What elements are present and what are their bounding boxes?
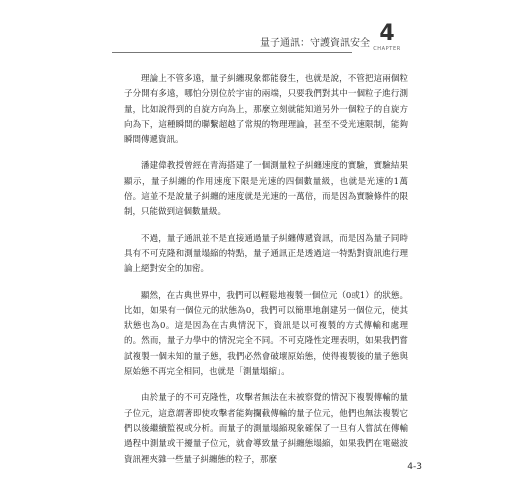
body-text (124, 72, 408, 479)
running-header (0, 22, 520, 62)
paragraph: 由於量子的不可克隆性，攻擊者無法在未被察覺的情況下複製傳輸的量子位元，這意謂著即使攻擊者能夠攔截傳輸的量子位元，他們也無法複製它們以後繼續監視或分析。而量子的測量塌縮現象確保了一旦有人嘗試在傳輸過程中測量或干擾量子位元，就會導致量子糾纏態塌縮，如果我們在電磁波資訊裡夾雜一些量子糾纏態的粒子，那麼 (124, 393, 408, 465)
chapter-title: 量子通訊：守護資訊安全 (260, 38, 370, 49)
paragraph: 理論上不管多遠，量子糾纏現象都能發生，也就是說，不管把這兩個粒子分開有多遠，哪怕分別位於宇宙的兩端，只要我們對其中一個粒子進行測量，比如說得到的自旋方向為上，那麼立刻就能知道另外一個粒子的自旋方向為下，這種瞬間的聯繫超越了常規的物理理論，甚至不受光速限制，能夠瞬間傳遞資訊。 (124, 74, 408, 146)
chapter-label: CHAPTER (373, 46, 401, 52)
paragraph: 潘建偉教授曾經在青海搭建了一個測量粒子糾纏速度的實驗，實驗結果顯示，量子糾纏的作用速度下限是光速的四個數量級，也就是光速的1萬倍。這並不是說量子糾纏的速度就是光速的一萬倍，而是因為實驗條件的限制，只能做到這個數量級。 (124, 161, 408, 218)
chapter-marker (372, 22, 402, 52)
chapter-number: 4 (379, 21, 395, 46)
page-number: 4-3 (407, 462, 422, 472)
paragraph: 不過，量子通訊並不是直接通過量子糾纏傳遞資訊，而是因為量子同時具有不可克隆和測量塌縮的特點，量子通訊正是透過這一特點對資訊進行理論上絕對安全的加密。 (124, 233, 408, 275)
paragraph: 顯然，在古典世界中，我們可以輕鬆地複製一個位元（0或1）的狀態。比如，如果有一個位元的狀態為0，我們可以簡單地創建另一個位元，使其狀態也為0。這是因為在古典情況下，資訊是以可複製的方式傳輸和處理的。然而，量子力學中的情況完全不同。不可克隆性定理表明，如果我們嘗試複製一個未知的量子態，我們必然會破壞原始態，使得複製後的量子態與原始態不再完全相同，也就是「測量塌縮」。 (124, 290, 408, 378)
header-divider (112, 52, 352, 53)
